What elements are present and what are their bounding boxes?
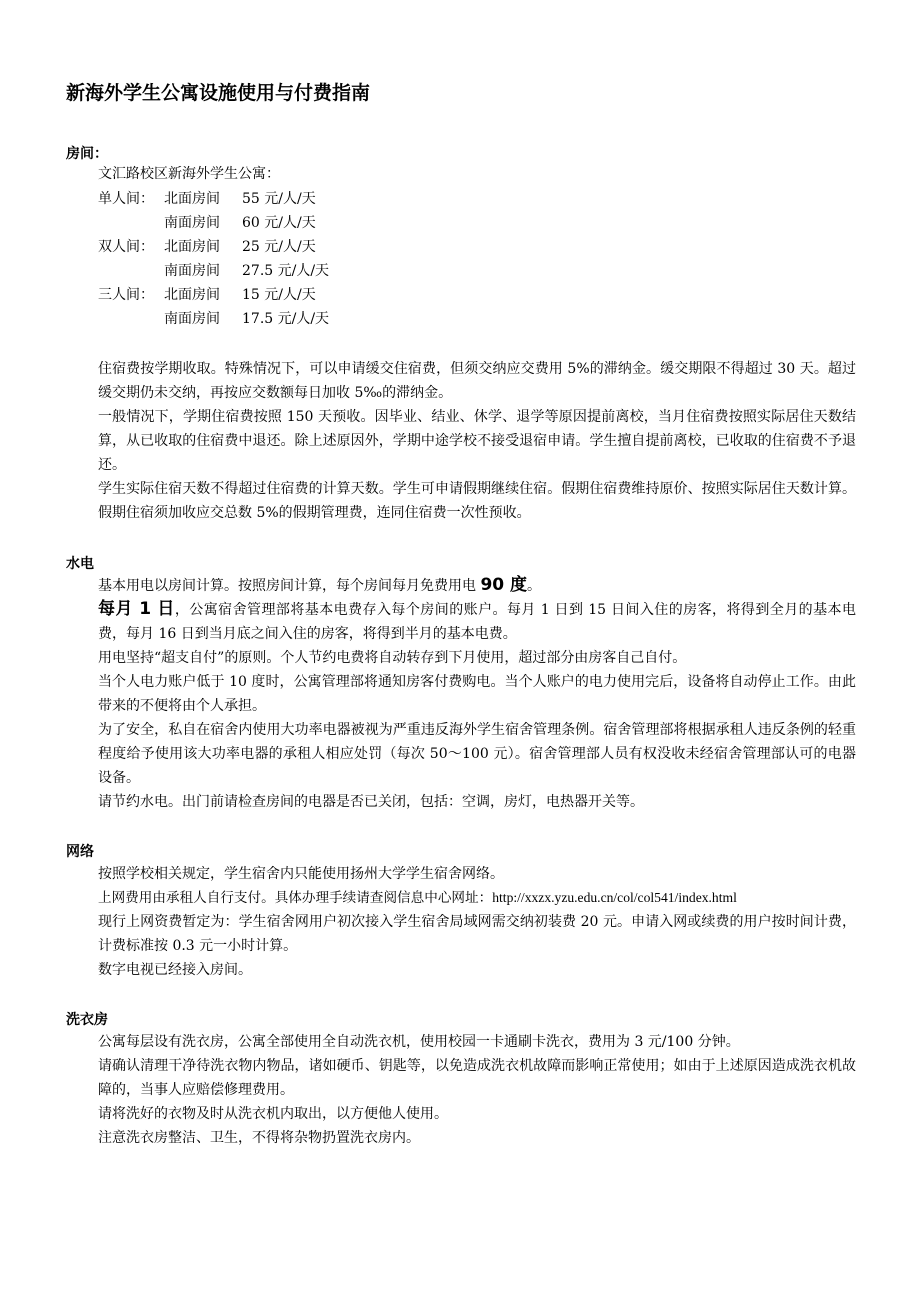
room-price: 25 元/人/天 (242, 239, 316, 255)
utilities-paragraph: 用电坚持“超支自付”的原则。个人节约电费将自动转存到下月使用，超过部分由房客自己自付。 (98, 650, 687, 666)
room-price: 15 元/人/天 (242, 287, 316, 303)
utilities-paragraph: 当个人电力账户低于 10 度时，公寓管理部将通知房客付费购电。当个人账户的电力使用完后，设备将自动停止工作。由此带来的不便将由个人承担。 (98, 674, 856, 714)
price-row (98, 286, 316, 304)
room-price: 27.5 元/人/天 (242, 263, 330, 279)
page-title: 新海外学生公寓设施使用与付费指南 (66, 82, 371, 104)
free-electricity-amount: 90 度 (480, 575, 528, 595)
room-paragraph: 一般情况下，学期住宿费按照 150 天预收。因毕业、结业、休学、退学等原因提前离校，当月住宿费按照实际居住天数结算，从已收取的住宿费中退还。除上述原因外，学期中途学校不接受退宿申请。学生擅自提前离校，已收取的住宿费不予退还。 (98, 409, 856, 473)
room-side: 南面房间 (164, 311, 220, 327)
utilities-text: 。 (527, 578, 542, 594)
section-heading-utilities: 水电 (66, 556, 94, 572)
utilities-paragraph: 为了安全，私自在宿舍内使用大功率电器被视为严重违反海外学生宿舍管理条例。宿舍管理部将根据承租人违反条例的轻重程度给予使用该大功率电器的承租人相应处罚（每次 50～100 元）。宿舍管理部人员有权没收未经宿舍管理部认可的电器设备。 (98, 722, 856, 786)
price-row (98, 262, 329, 280)
utilities-paragraph (98, 573, 856, 598)
room-side: 北面房间 (164, 239, 220, 255)
room-side: 南面房间 (164, 215, 220, 231)
room-type: 双人间： (98, 239, 154, 255)
network-paragraph: 按照学校相关规定，学生宿舍内只能使用扬州大学学生宿舍网络。 (98, 866, 504, 882)
utilities-paragraph: 请节约水电。出门前请检查房间的电器是否已关闭，包括：空调，房灯，电热器开关等。 (98, 794, 644, 810)
utilities-paragraph (98, 597, 856, 646)
price-row (98, 214, 316, 232)
utilities-text: 基本用电以房间计算。按照房间计算，每个房间每月免费用电 (98, 578, 481, 594)
utilities-text: ，公寓宿舍管理部将基本电费存入每个房间的账户。每月 1 日到 15 日间入住的房客，将得到全月的基本电费，每月 16 日到当月底之间入住的房客，将得到半月的基本电费。 (98, 602, 856, 642)
room-type: 单人间： (98, 191, 154, 207)
room-side: 南面房间 (164, 263, 220, 279)
info-center-link[interactable]: http://xxzx.yzu.edu.cn/col/col541/index.html (492, 890, 737, 905)
laundry-paragraph: 请确认清理干净待洗衣物内物品，诸如硬币、钥匙等，以免造成洗衣机故障而影响正常使用；如由于上述原因造成洗衣机故障的，当事人应赔偿修理费用。 (98, 1058, 856, 1098)
network-text: 上网费用由承租人自行支付。具体办理手续请查阅信息中心网址： (98, 890, 493, 906)
price-row (98, 310, 329, 328)
room-paragraph: 学生实际住宿天数不得超过住宿费的计算天数。学生可申请假期继续住宿。假期住宿费维持原价、按照实际居住天数计算。假期住宿须加收应交总数 5%的假期管理费，连同住宿费一次性预收。 (98, 481, 856, 521)
billing-date: 每月 1 日 (98, 599, 175, 619)
room-paragraph: 住宿费按学期收取。特殊情况下，可以申请缓交住宿费，但须交纳应交费用 5%的滞纳金。缓交期限不得超过 30 天。超过缓交期仍未交纳，再按应交数额每日加收 5‰的滞纳金。 (98, 361, 856, 401)
laundry-paragraph: 公寓每层设有洗衣房，公寓全部使用全自动洗衣机，使用校园一卡通刷卡洗衣，费用为 3 元/100 分钟。 (98, 1034, 740, 1050)
room-type: 三人间： (98, 287, 154, 303)
network-paragraph: 现行上网资费暂定为：学生宿舍网用户初次接入学生宿舍局域网需交纳初装费 20 元。申请入网或续费的用户按时间计费，计费标准按 0.3 元一小时计算。 (98, 914, 856, 954)
room-price: 60 元/人/天 (242, 215, 316, 231)
room-price: 55 元/人/天 (242, 191, 316, 207)
room-side: 北面房间 (164, 191, 220, 207)
laundry-paragraph: 注意洗衣房整洁、卫生，不得将杂物扔置洗衣房内。 (98, 1130, 420, 1146)
campus-name: 文汇路校区新海外学生公寓： (98, 166, 280, 182)
section-heading-laundry: 洗衣房 (66, 1012, 108, 1028)
price-row (98, 190, 316, 208)
price-row (98, 238, 316, 256)
room-side: 北面房间 (164, 287, 220, 303)
network-paragraph: 数字电视已经接入房间。 (98, 962, 252, 978)
room-price: 17.5 元/人/天 (242, 311, 330, 327)
section-heading-room: 房间： (66, 146, 108, 162)
laundry-paragraph: 请将洗好的衣物及时从洗衣机内取出，以方便他人使用。 (98, 1106, 448, 1122)
network-paragraph (98, 886, 858, 910)
section-heading-network: 网络 (66, 844, 94, 860)
